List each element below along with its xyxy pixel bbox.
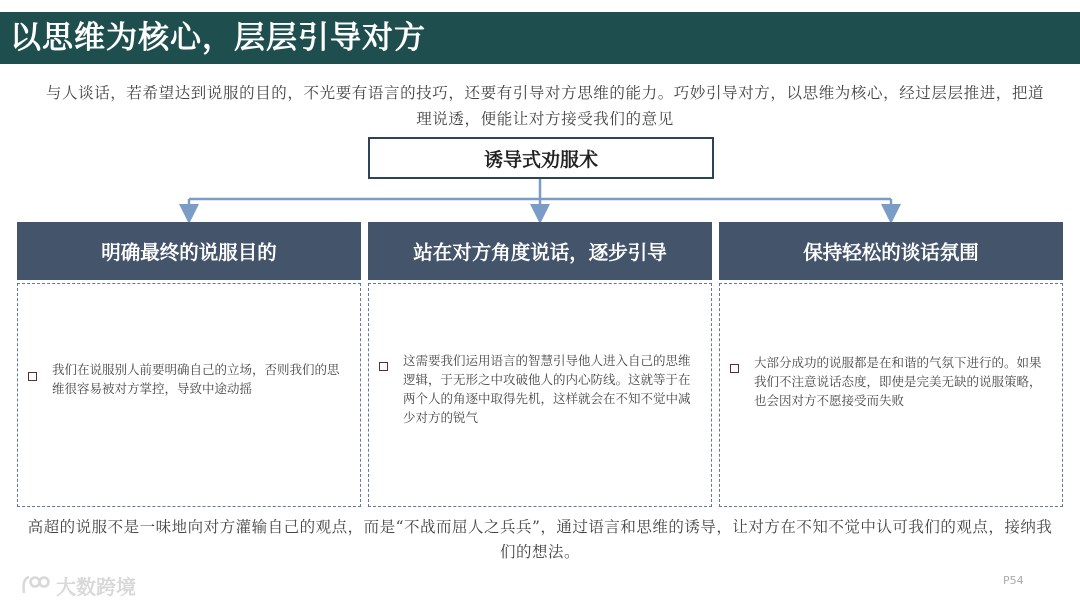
intro-paragraph: 与人谈话，若希望达到说服的目的，不光要有语言的技巧，还要有引导对方思维的能力。巧妙引导对方，以思维为核心，经过层层推进，把道理说透，便能让对方接受我们的意见 (45, 84, 1045, 128)
column-3-body (719, 283, 1063, 507)
center-concept-box (368, 137, 714, 179)
conclusion-paragraph: 高超的说服不是一味地向对方灌输自己的观点，而是“不战而屈人之兵兵”，通过语言和思维的诱导，让对方在不知不觉中认可我们的观点，接纳我们的想法。 (27, 518, 1053, 561)
column-2-header (368, 222, 712, 280)
column-2-title: 站在对方角度说话，逐步引导 (413, 241, 667, 264)
center-concept-label: 诱导式劝服术 (483, 148, 598, 171)
column-2-text: 这需要我们运用语言的智慧引导他人进入自己的思维逻辑，于无形之中攻破他人的内心防线。这就等于在两个人的角逐中取得先机，这样就会在不知不觉中减少对方的锐气 (403, 353, 691, 425)
square-bullet-icon (730, 364, 739, 373)
watermark-text: 大数跨境 (56, 574, 136, 599)
column-1-body (17, 283, 361, 507)
column-2-body (368, 283, 712, 507)
column-3-header (719, 222, 1063, 280)
brand-logo-icon (20, 573, 50, 597)
connector-arrows (0, 0, 1080, 230)
column-3-text: 大部分成功的说服都是在和谐的气氛下进行的。如果我们不注意说话态度，即使是完美无缺的说服策略，也会因对方不愿接受而失败 (754, 355, 1042, 408)
page-number: P54 (1003, 574, 1024, 587)
watermark (20, 570, 136, 600)
square-bullet-icon (379, 362, 388, 371)
column-3-title: 保持轻松的谈话氛围 (803, 241, 979, 264)
column-1-title: 明确最终的说服目的 (101, 241, 277, 264)
column-1-header (17, 222, 361, 280)
square-bullet-icon (28, 372, 37, 381)
page-title: 以思维为核心，层层引导对方 (10, 20, 426, 56)
column-1-text: 我们在说服别人前要明确自己的立场，否则我们的思维很容易被对方掌控，导致中途动摇 (52, 362, 340, 396)
